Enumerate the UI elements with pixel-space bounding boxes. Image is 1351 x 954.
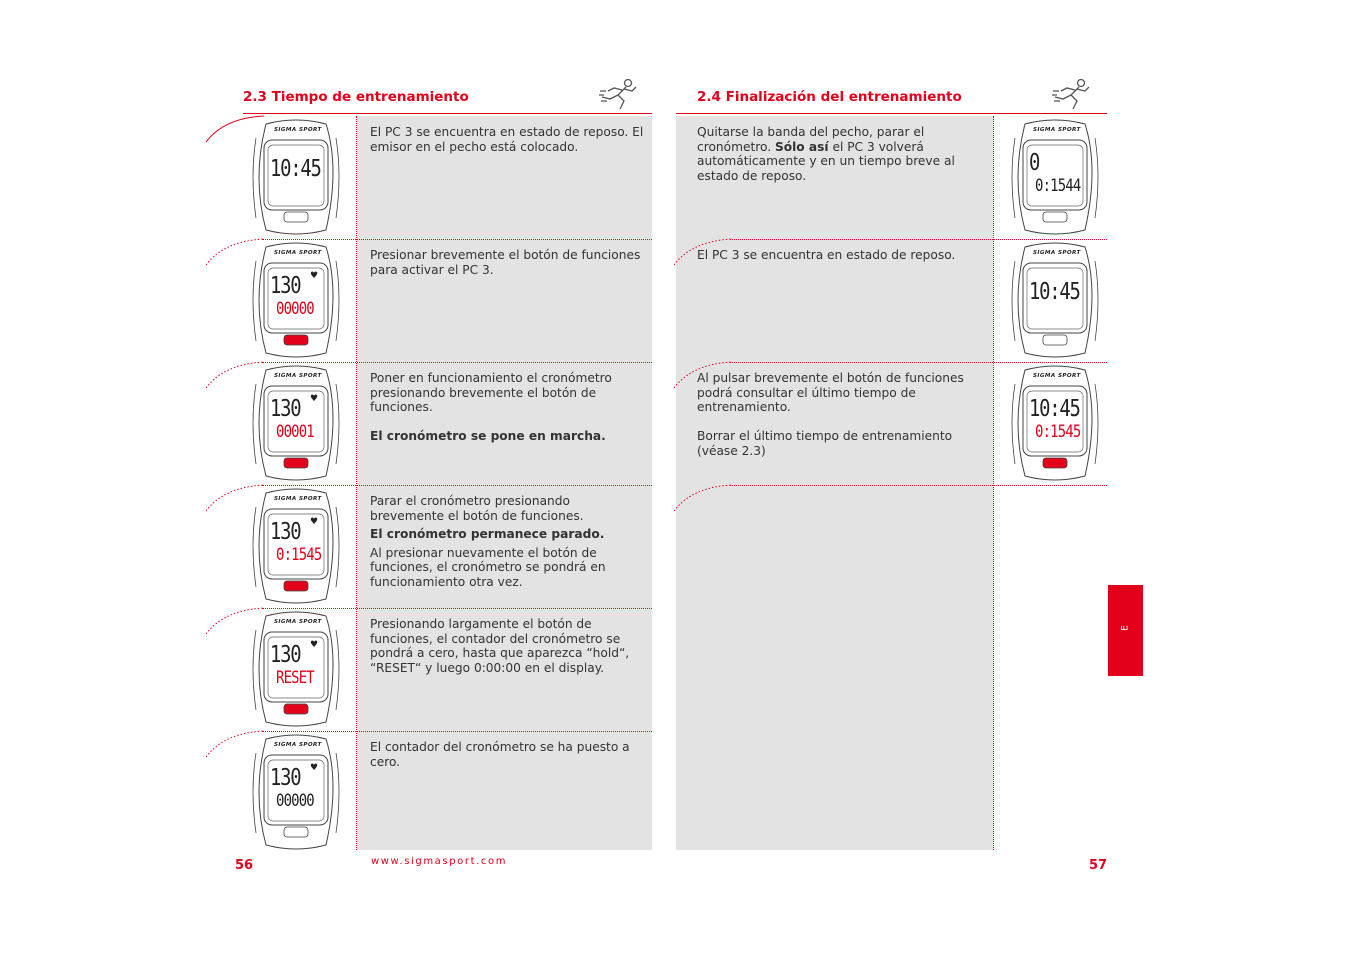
watch-display-left-2 (248, 364, 344, 482)
heart-icon: ♥ (310, 517, 319, 527)
lcd-bottom-value: 0:1544 (1035, 176, 1081, 196)
row-separator (730, 239, 1107, 240)
instruction-text (370, 494, 644, 593)
watch-display-left-5 (248, 733, 344, 851)
lcd-top-value: 10:45 (270, 156, 321, 182)
emphasis-text: El cronómetro permanece parado. (370, 527, 605, 541)
lcd-bottom-value: 00001 (276, 422, 314, 442)
row-separator (262, 239, 652, 240)
heart-icon: ♥ (310, 763, 319, 773)
paragraph: Presionando largamente el botón de funciones, el contador del cronómetro se pondrá a cero, hasta que aparezca “hold“, “RESET“ y luego 0:00:00 en el display. (370, 617, 630, 675)
watch-display-left-0 (248, 118, 344, 236)
lcd-bottom-value: 00000 (276, 791, 314, 811)
watch-display-left-3 (248, 487, 344, 605)
watch-display-right-0 (1007, 118, 1103, 236)
runner-icon (598, 77, 638, 115)
row-separator (730, 485, 1107, 486)
paragraph: Presionar brevemente el botón de funciones para activar el PC 3. (370, 248, 641, 277)
paragraph: Poner en funcionamiento el cronómetro presionando brevemente el botón de funciones. (370, 371, 612, 414)
lcd-top-value: 130 (270, 519, 301, 545)
watch-brand: SIGMA SPORT (274, 742, 322, 748)
watch-brand: SIGMA SPORT (274, 619, 322, 625)
section-title-right: 2.4 Finalización del entrenamiento (697, 89, 962, 105)
footer-url[interactable]: www.sigmasport.com (371, 856, 508, 867)
lcd-top-value: 10:45 (1029, 396, 1080, 422)
lcd-bottom-value: RESET (276, 668, 314, 688)
row-separator (262, 608, 652, 609)
paragraph: El PC 3 se encuentra en estado de reposo. El emisor en el pecho está colocado. (370, 125, 644, 154)
header-rule-right (676, 113, 1107, 114)
instruction-text: El PC 3 se encuentra en estado de reposo. (697, 248, 956, 262)
row-separator (730, 362, 1107, 363)
watch-display-right-2 (1007, 364, 1103, 482)
instruction-text: Al pulsar brevemente el botón de funciones podrá consultar el último tiempo de entrenamiento. Borrar el último tiempo de entrenamiento (véase 2.3) (697, 371, 964, 458)
heart-icon: ♥ (310, 271, 319, 281)
instruction-text (370, 371, 644, 443)
corner-curve (674, 483, 734, 517)
paragraph: Parar el cronómetro presionando brevemente el botón de funciones. (370, 494, 584, 523)
runner-icon (1051, 77, 1091, 115)
watch-brand: SIGMA SPORT (274, 250, 322, 256)
watch-brand: SIGMA SPORT (1033, 373, 1081, 379)
instruction-text (370, 125, 644, 168)
language-tab[interactable]: E (1108, 585, 1143, 676)
paragraph: Al presionar nuevamente el botón de funciones, el cronómetro se pondrá en funcionamiento otra vez. (370, 545, 606, 589)
section-title-left: 2.3 Tiempo de entrenamiento (243, 89, 469, 105)
instruction-text: Quitarse la banda del pecho, parar el cronómetro. Sólo así el PC 3 volverá automáticamente y en un tiempo breve al estado de reposo. (697, 125, 955, 183)
row-separator (262, 731, 652, 732)
lcd-top-value: 130 (270, 273, 301, 299)
row-separator (262, 485, 652, 486)
heart-icon: ♥ (310, 394, 319, 404)
watch-brand: SIGMA SPORT (274, 373, 322, 379)
lcd-bottom-value: 0:1545 (276, 545, 322, 565)
instruction-text (370, 248, 644, 291)
lcd-top-value: 10:45 (1029, 279, 1080, 305)
row-separator (262, 362, 652, 363)
lcd-top-value: 0 (1029, 150, 1040, 176)
emphasis-text: El cronómetro se pone en marcha. (370, 428, 606, 443)
divider-left (356, 116, 357, 850)
watch-brand: SIGMA SPORT (1033, 250, 1081, 256)
watch-display-left-1 (248, 241, 344, 359)
lcd-top-value: 130 (270, 765, 301, 791)
watch-brand: SIGMA SPORT (274, 127, 322, 133)
watch-display-right-1 (1007, 241, 1103, 359)
divider-right (993, 116, 994, 850)
instruction-text (370, 617, 644, 689)
watch-brand: SIGMA SPORT (1033, 127, 1081, 133)
lcd-bottom-value: 0:1545 (1035, 422, 1081, 442)
page-number-right: 57 (1089, 858, 1108, 873)
header-rule-left (243, 113, 652, 114)
lcd-bottom-value: 00000 (276, 299, 314, 319)
paragraph: El contador del cronómetro se ha puesto a cero. (370, 740, 630, 769)
heart-icon: ♥ (310, 640, 319, 650)
instruction-text (370, 740, 644, 783)
lcd-top-value: 130 (270, 642, 301, 668)
watch-brand: SIGMA SPORT (274, 496, 322, 502)
page-number-left: 56 (235, 858, 254, 873)
lcd-top-value: 130 (270, 396, 301, 422)
watch-display-left-4 (248, 610, 344, 728)
